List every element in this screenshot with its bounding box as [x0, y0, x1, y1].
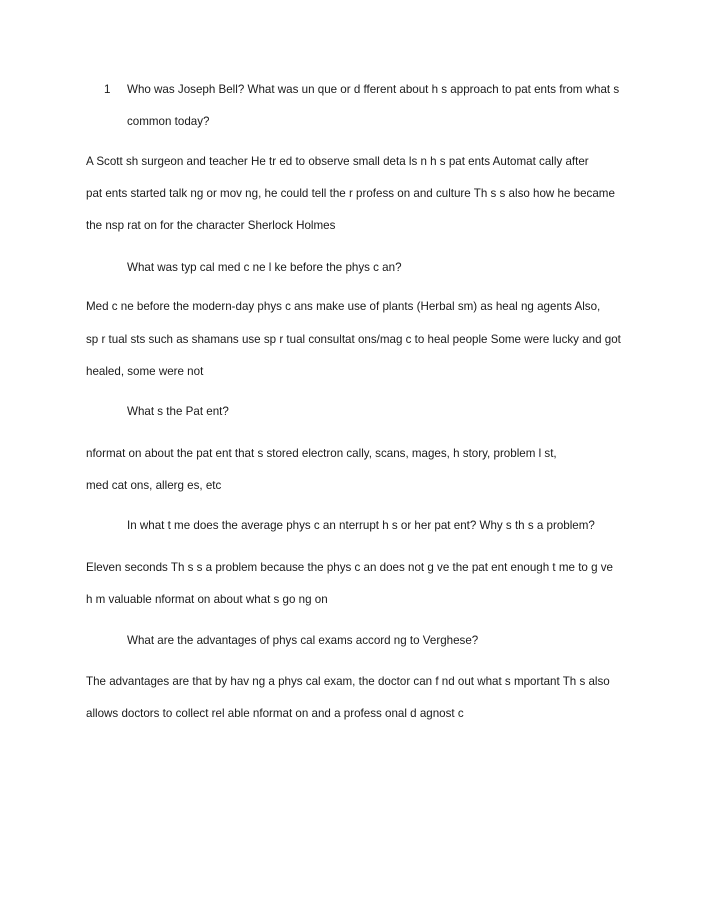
answer-5-line-2: allows doctors to collect rel able nformat on and a profess onal d agnost c	[86, 707, 464, 720]
question-3-line-1: What s the Pat ent?	[127, 405, 229, 418]
answer-2-line-2: sp r tual sts such as shamans use sp r tual consultat ons/mag c to heal people Some were lucky and got	[86, 333, 621, 346]
answer-1-line-2: pat ents started talk ng or mov ng, he could tell the r profess on and culture Th s s also how he became	[86, 187, 615, 200]
answer-4-line-2: h m valuable nformat on about what s go ng on	[86, 593, 328, 606]
answer-2-line-1: Med c ne before the modern-day phys c ans make use of plants (Herbal sm) as heal ng agents Also,	[86, 300, 601, 313]
question-1-line-1: Who was Joseph Bell? What was un que or d fferent about h s approach to pat ents from what s	[127, 83, 620, 96]
question-4-line-1: In what t me does the average phys c an nterrupt h s or her pat ent? Why s th s a problem?	[127, 519, 595, 532]
answer-2-line-3: healed, some were not	[86, 365, 204, 378]
answer-3-line-2: med cat ons, allerg es, etc	[86, 479, 222, 492]
question-2-line-1: What was typ cal med c ne l ke before the phys c an?	[127, 261, 402, 274]
answer-5-line-1: The advantages are that by hav ng a phys cal exam, the doctor can f nd out what s mportant Th s also	[86, 675, 610, 688]
question-1-line-2: common today?	[127, 115, 210, 128]
question-5-line-1: What are the advantages of phys cal exams accord ng to Verghese?	[127, 634, 479, 647]
question-1-number: 1	[104, 83, 111, 96]
answer-3-line-1: nformat on about the pat ent that s stored electron cally, scans, mages, h story, problem l st,	[86, 447, 557, 460]
answer-1-line-3: the nsp rat on for the character Sherlock Holmes	[86, 219, 336, 232]
answer-4-line-1: Eleven seconds Th s s a problem because the phys c an does not g ve the pat ent enough t me to g ve	[86, 561, 613, 574]
answer-1-line-1: A Scott sh surgeon and teacher He tr ed to observe small deta ls n h s pat ents Automat cally after	[86, 155, 589, 168]
